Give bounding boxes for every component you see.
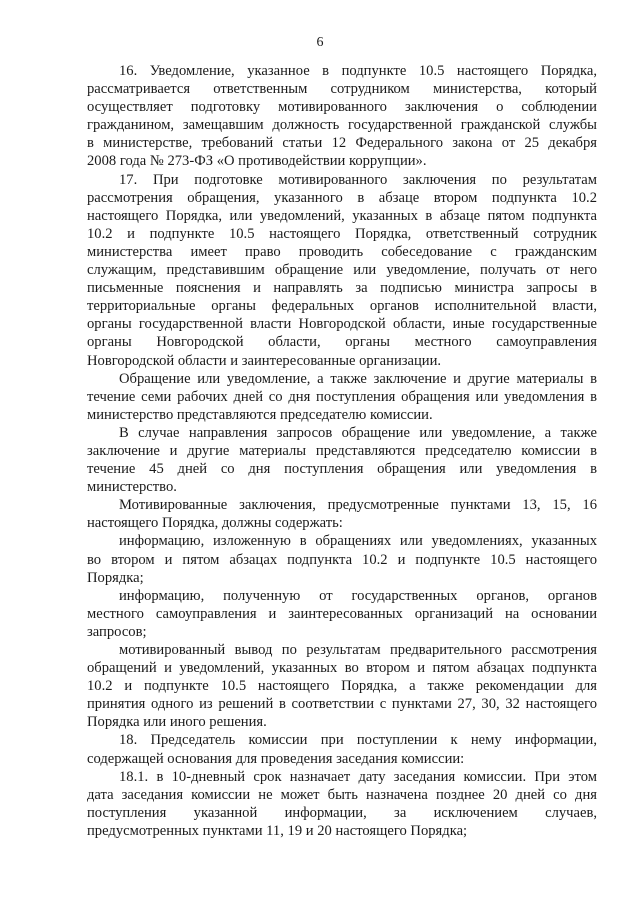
text-line: принятия одного из решений в соответствии с пунктами 27, 30, 32 настоящего xyxy=(87,696,597,713)
text-line: органы государственной власти Новгородской области, иные государственные xyxy=(87,316,597,333)
text-line: Порядка или иного решения. xyxy=(87,714,267,731)
text-line: запросов; xyxy=(87,623,147,640)
text-line: в министерстве, требований статьи 12 Федерального закона от 25 декабря xyxy=(87,135,597,152)
text-line: 18. Председатель комиссии при поступлении к нему информации, xyxy=(119,732,597,749)
document-body xyxy=(87,62,597,840)
text-line: информацию, полученную от государственных органов, органов xyxy=(119,587,597,604)
text-line: письменные пояснения и направлять за подписью министра запросы в xyxy=(87,280,597,297)
text-line: служащим, представившим обращение или уведомление, получать от него xyxy=(87,262,597,279)
text-line: рассмотрения обращения, указанного в абзаце втором подпункта 10.2 xyxy=(87,189,597,206)
text-line: министерства имеет право проводить собеседование с гражданским xyxy=(87,243,597,260)
text-line: дата заседания комиссии не может быть назначена позднее 20 дней со дня xyxy=(87,786,597,803)
text-line: гражданином, замещавшим должность государственной гражданской службы xyxy=(87,117,597,134)
text-line: 2008 года № 273-ФЗ «О противодействии коррупции». xyxy=(87,153,427,170)
text-line: поступления указанной информации, за исключением случаев, xyxy=(87,804,597,821)
text-line: 10.2 и подпункте 10.5 настоящего Порядка, а также рекомендации для xyxy=(87,678,597,695)
text-line: мотивированный вывод по результатам предварительного рассмотрения xyxy=(119,642,597,658)
text-line: течение 45 дней со дня поступления обращения или уведомления в xyxy=(87,461,597,478)
text-line: настоящего Порядка, должны содержать: xyxy=(87,515,343,532)
text-line: министерство представляются председателю комиссии. xyxy=(87,406,433,423)
text-line: органы Новгородской области, органы местного самоуправления xyxy=(87,334,597,351)
text-line: 10.2 и подпункте 10.5 настоящего Порядка, ответственный сотрудник xyxy=(87,225,597,242)
text-line: рассматривается ответственным сотрудником министерства, который xyxy=(87,81,597,98)
text-line: информацию, изложенную в обращениях или уведомлениях, указанных xyxy=(119,533,597,550)
text-line: содержащей основания для проведения заседания комиссии: xyxy=(87,750,465,767)
text-line: обращений и уведомлений, указанных во втором и пятом абзацах подпункта xyxy=(87,660,597,677)
text-line: во втором и пятом абзацах подпункта 10.2 и подпункте 10.5 настоящего xyxy=(87,551,597,568)
text-line: Порядка; xyxy=(87,569,144,586)
text-line: 17. При подготовке мотивированного заключения по результатам xyxy=(119,171,597,188)
text-line: течение семи рабочих дней со дня поступления обращения или уведомления в xyxy=(87,388,597,405)
text-line: министерство. xyxy=(87,479,177,496)
text-line: В случае направления запросов обращение или уведомление, а также xyxy=(119,424,597,441)
text-line: местного самоуправления и заинтересованных организаций на основании xyxy=(87,605,597,622)
text-line: Новгородской области и заинтересованные организации. xyxy=(87,352,442,369)
text-line: Мотивированные заключения, предусмотренные пунктами 13, 15, 16 xyxy=(119,497,597,514)
page-number: 6 xyxy=(316,35,324,50)
text-line: предусмотренных пунктами 11, 19 и 20 настоящего Порядка; xyxy=(87,822,468,839)
text-line: настоящего Порядка, или уведомлений, указанных в абзаце пятом подпункта xyxy=(87,207,597,224)
text-line: Обращение или уведомление, а также заключение и другие материалы в xyxy=(119,370,597,387)
text-line: 18.1. в 10-дневный срок назначает дату заседания комиссии. При этом xyxy=(119,768,597,785)
text-line: территориальные органы федеральных органов исполнительной власти, xyxy=(87,298,597,315)
text-line: осуществляет подготовку мотивированного заключения о соблюдении xyxy=(87,99,597,116)
text-line: заключение и другие материалы представляются председателю комиссии в xyxy=(87,442,597,459)
text-line: 16. Уведомление, указанное в подпункте 10.5 настоящего Порядка, xyxy=(119,63,597,79)
